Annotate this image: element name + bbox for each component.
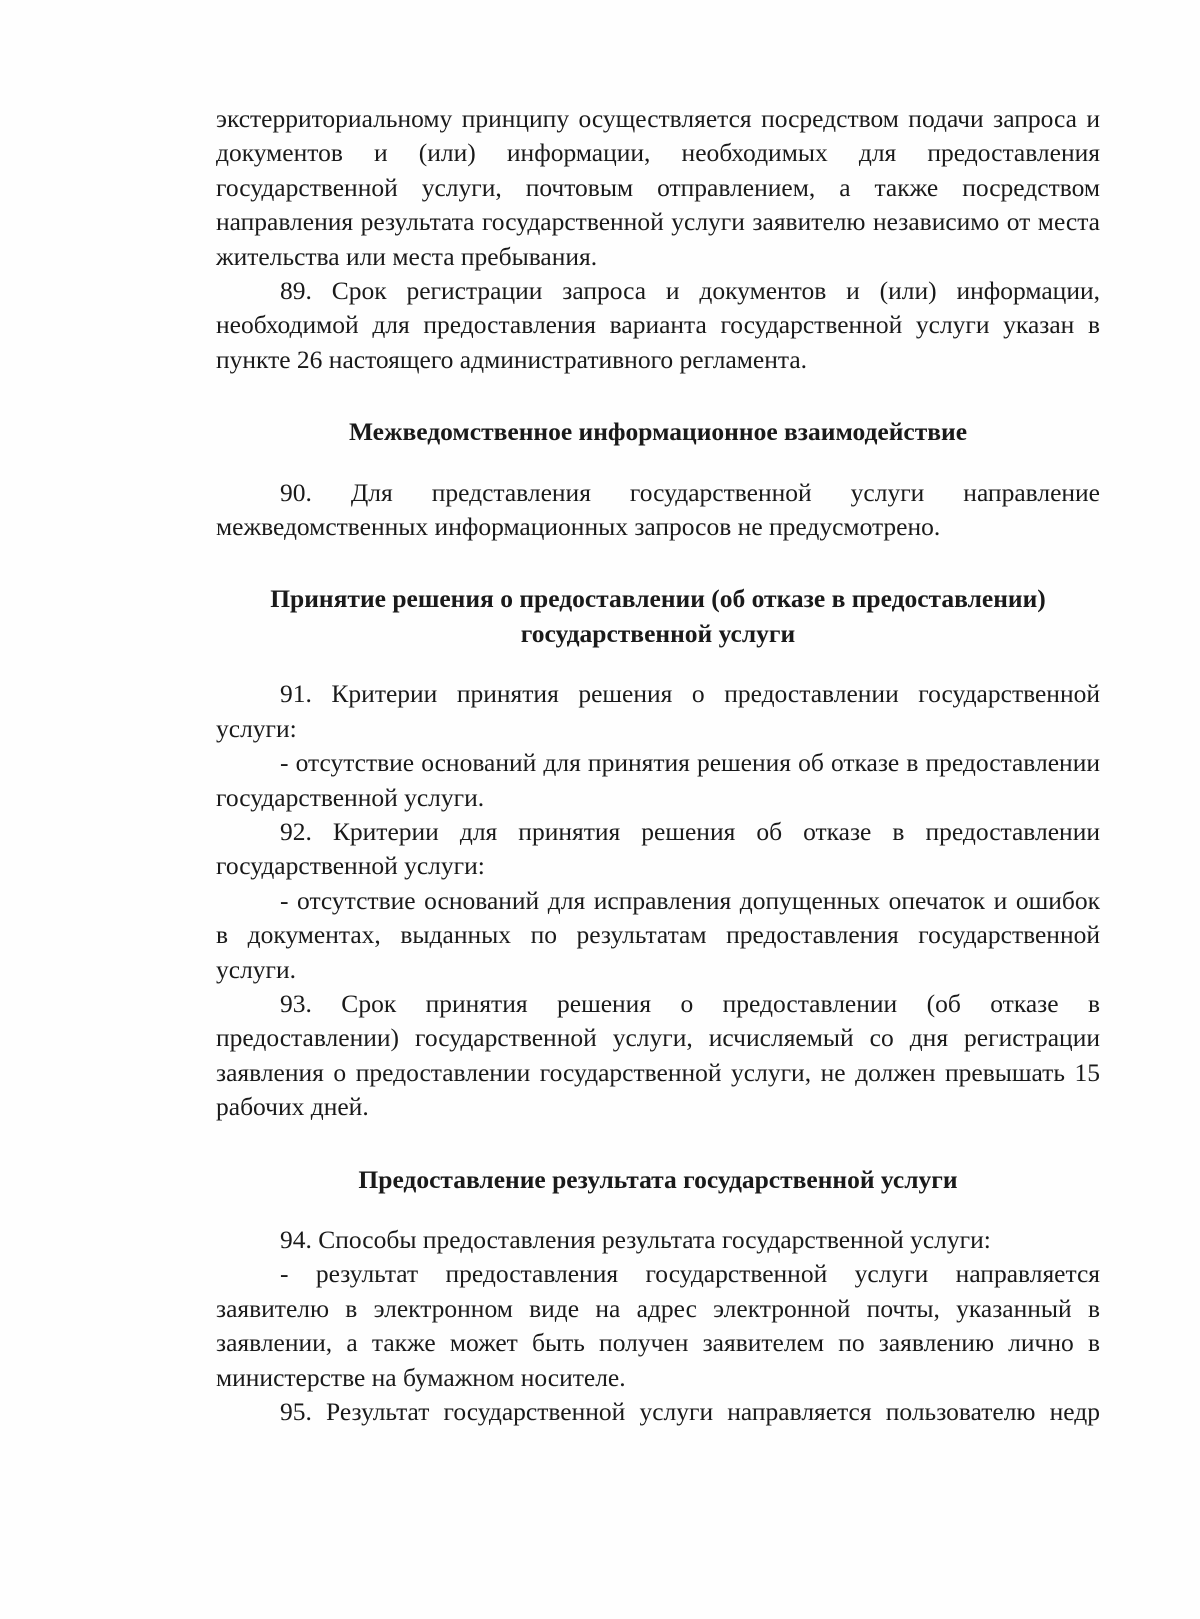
paragraph-90: 90. Для представления государственной услуги направление межведомственных информационных запросов не предусмотрено.	[216, 477, 1100, 542]
paragraph-94-item: - результат предоставления государственной услуги направляется заявителю в электронном виде на адрес электронной почты, указанный в заявлении, а также может быть получен заявителем по заявлению лично в министерстве на бумажном носителе.	[216, 1259, 1100, 1392]
heading-decision-line2: государственной услуги	[520, 618, 796, 648]
paragraph-91-item: - отсутствие оснований для принятия решения об отказе в предоставлении государственной услуги.	[216, 748, 1100, 812]
paragraph-92: 92. Критерии для принятия решения об отказе в предоставлении государственной услуги:	[216, 816, 1100, 881]
paragraph-95: 95. Результат государственной услуги направляется пользователю недр	[280, 1397, 1100, 1426]
heading-result: Предоставление результата государственной услуги	[358, 1164, 958, 1194]
paragraph-continuation: экстерриториальному принципу осуществляется посредством подачи запроса и документов и (или) информации, необходимых для предоставления государственной услуги, почтовым отправлением, а также посредством направления результата государственной услуги заявителю независимо от места жительства или места пребывания.	[216, 104, 1100, 271]
paragraph-93: 93. Срок принятия решения о предоставлении (об отказе в предоставлении) государственной услуги, исчисляемый со дня регистрации заявления о предоставлении государственной услуги, не должен превышать 15 рабочих дней.	[216, 988, 1100, 1122]
document-body	[216, 102, 1100, 1429]
heading-decision-line1: Принятие решения о предоставлении (об отказе в предоставлении)	[270, 584, 1046, 614]
paragraph-94: 94. Способы предоставления результата государственной услуги:	[280, 1224, 991, 1254]
paragraph-92-item: - отсутствие оснований для исправления допущенных опечаток и ошибок в документах, выданных по результатам предоставления государственной услуги.	[216, 885, 1100, 984]
paragraph-89: 89. Срок регистрации запроса и документов и (или) информации, необходимой для предоставления варианта государственной услуги указан в пункте 26 настоящего административного регламента.	[216, 276, 1100, 374]
heading-interagency: Межведомственное информационное взаимодействие	[348, 417, 968, 447]
paragraph-91: 91. Критерии принятия решения о предоставлении государственной услуги:	[216, 679, 1100, 743]
